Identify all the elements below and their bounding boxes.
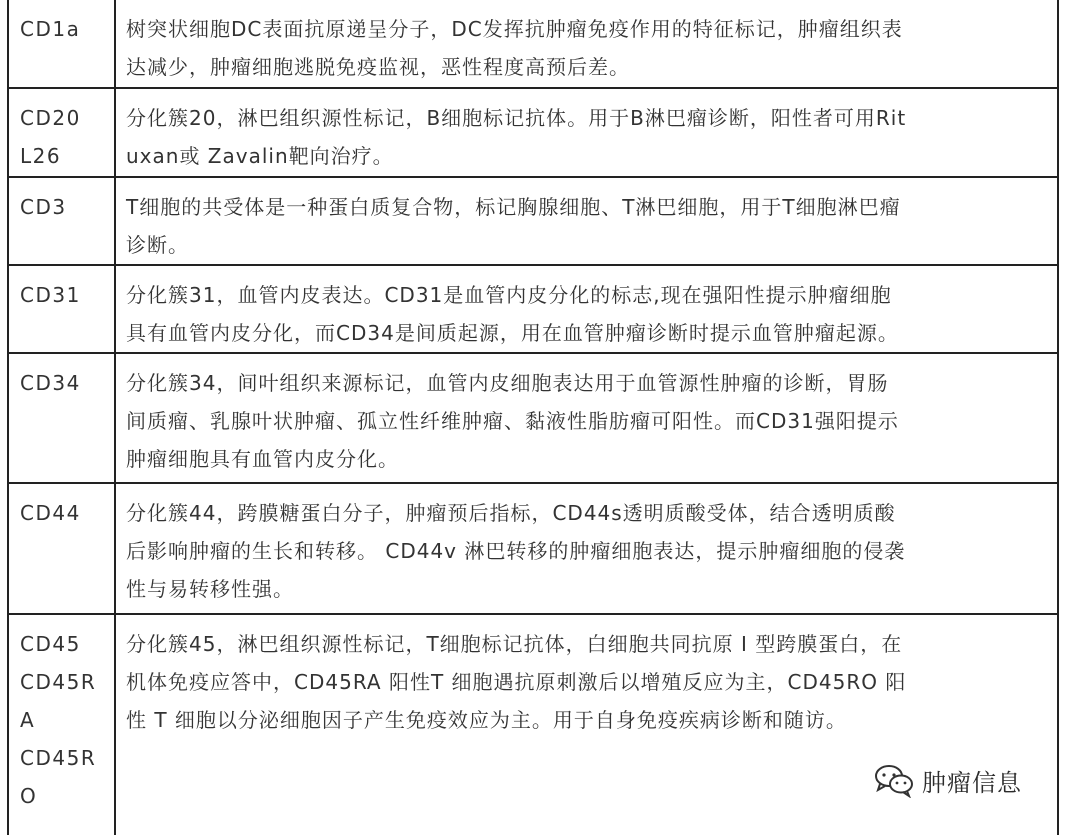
marker-code: CD45 CD45R A CD45R O: [9, 615, 116, 835]
marker-description: 树突状细胞DC表面抗原递呈分子，DC发挥抗肿瘤免疫作用的特征标记，肿瘤组织表 达减少，肿瘤细胞逃脱免疫监视，恶性程度高预后差。: [116, 0, 1059, 87]
marker-code: CD44: [9, 484, 116, 613]
watermark-text: 肿瘤信息: [922, 768, 1022, 797]
table-row: [9, 615, 1059, 835]
marker-code: CD3: [9, 178, 116, 264]
table-row: [9, 178, 1059, 266]
marker-description: T细胞的共受体是一种蛋白质复合物，标记胸腺细胞、T淋巴细胞，用于T细胞淋巴瘤 诊断。: [116, 178, 1059, 264]
marker-description: 分化簇31，血管内皮表达。CD31是血管内皮分化的标志,现在强阳性提示肿瘤细胞 具有血管内皮分化，而CD34是间质起源，用在血管肿瘤诊断时提示血管肿瘤起源。: [116, 266, 1059, 352]
marker-code: CD34: [9, 354, 116, 482]
marker-code: CD1a: [9, 0, 116, 87]
marker-table: [7, 0, 1059, 835]
marker-code: CD20 L26: [9, 89, 116, 176]
table-row: [9, 0, 1059, 89]
marker-code: CD31: [9, 266, 116, 352]
table-row: [9, 484, 1059, 615]
marker-description: 分化簇34，间叶组织来源标记，血管内皮细胞表达用于血管源性肿瘤的诊断，胃肠 间质瘤、乳腺叶状肿瘤、孤立性纤维肿瘤、黏液性脂肪瘤可阳性。而CD31强阳提示 肿瘤细胞具有血管内皮分化。: [116, 354, 1059, 482]
watermark: [872, 762, 1022, 798]
table-row: [9, 266, 1059, 354]
marker-description: 分化簇44，跨膜糖蛋白分子，肿瘤预后指标，CD44s透明质酸受体，结合透明质酸 后影响肿瘤的生长和转移。 CD44v 淋巴转移的肿瘤细胞表达，提示肿瘤细胞的侵袭 性与易转移性强。: [116, 484, 1059, 613]
marker-description: 分化簇45，淋巴组织源性标记，T细胞标记抗体，白细胞共同抗原 I 型跨膜蛋白，在 机体免疫应答中，CD45RA 阳性T 细胞遇抗原刺激后以增殖反应为主，CD45RO 阳 性 T 细胞以分泌细胞因子产生免疫效应为主。用于自身免疫疾病诊断和随访。: [116, 615, 1059, 835]
marker-description: 分化簇20，淋巴组织源性标记，B细胞标记抗体。用于B淋巴瘤诊断，阳性者可用Rit uxan或 Zavalin靶向治疗。: [116, 89, 1059, 176]
table-row: [9, 89, 1059, 178]
wechat-icon: [872, 762, 916, 798]
table-row: [9, 354, 1059, 484]
